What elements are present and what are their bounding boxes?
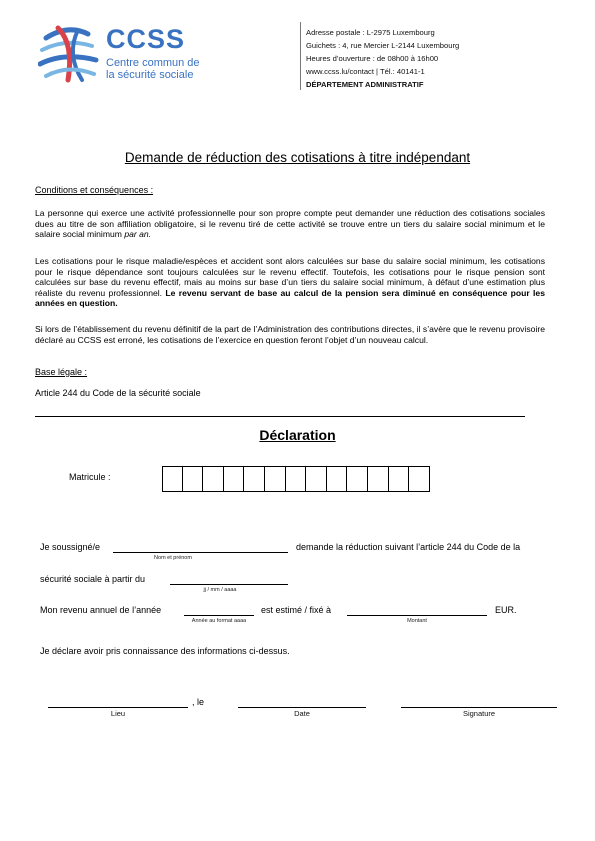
section-divider (35, 416, 525, 417)
header-contact-info (306, 26, 459, 91)
logo-subtitle-line1: Centre commun de (106, 57, 200, 69)
amount-field[interactable] (347, 615, 487, 616)
declaration-title: Déclaration (259, 427, 336, 443)
logo-subtitle-line2: la sécurité sociale (106, 69, 194, 81)
matricule-input[interactable] (162, 466, 430, 492)
matricule-digit-box[interactable] (368, 466, 389, 492)
currency-label: EUR. (495, 605, 517, 615)
matricule-digit-box[interactable] (162, 466, 183, 492)
header-counters: Guichets : 4, rue Mercier L-2144 Luxembourg (306, 41, 460, 50)
start-date-field[interactable] (170, 584, 288, 585)
place-field[interactable] (48, 707, 188, 708)
matricule-digit-box[interactable] (203, 466, 224, 492)
name-field[interactable] (113, 552, 288, 553)
header-department: DÉPARTEMENT ADMINISTRATIF (306, 80, 424, 89)
conditions-paragraph-1 (35, 208, 545, 240)
place-caption: Lieu (110, 709, 126, 718)
header-contact[interactable]: www.ccss.lu/contact | Tél.: 40141-1 (306, 67, 425, 76)
signature-caption: Signature (462, 709, 496, 718)
conditions-p2-bold: Le revenu servant de base au calcul de la pension sera diminué en conséquence pour les années en question. (35, 287, 545, 308)
revenue-year-field[interactable] (184, 615, 254, 616)
header-hours: Heures d’ouverture : de 08h00 à 16h00 (306, 54, 439, 63)
logo-name: CCSS (106, 24, 186, 54)
date-field[interactable] (238, 707, 366, 708)
conditions-p2-text: Les cotisations pour le risque maladie/espèces et accident sont alors calculées sur base du salaire social minimum, les cotisations pour le risque dépendance sont toujours calculées sur le revenu effectif. Toutefois, les cotisations pour le risque pension sont calculées sur base du revenu effectif, mais au moins sur base d’un tiers du salaire social minimum, à défaut d’une estimation plus réaliste du revenu professionnel. (35, 256, 545, 298)
matricule-digit-box[interactable] (327, 466, 348, 492)
conditions-paragraph-3: Si lors de l’établissement du revenu définitif de la part de l’Administration des contributions directes, il s’avère que le revenu provisoire déclaré au CCSS est erroné, les cotisations de l’exercice en question feront l’objet d’un nouveau calcul. (35, 324, 545, 345)
request-text: demande la réduction suivant l’article 244 du Code de la (296, 542, 521, 552)
name-field-caption: Nom et prénom (154, 555, 192, 561)
matricule-label: Matricule : (69, 472, 111, 482)
conditions-p1-text: La personne qui exerce une activité professionnelle pour son propre compte peut demander une réduction des cotisations sociales dues au titre de son affiliation obligatoire, si le revenu tiré de cette activité se trouve entre un tiers du salaire social minimum et le salaire social minimum (35, 208, 545, 239)
signature-field[interactable] (401, 707, 557, 708)
estimated-label: est estimé / fixé à (261, 605, 332, 615)
conditions-paragraph-2 (35, 256, 545, 309)
legal-heading: Base légale : (35, 367, 88, 377)
start-date-label: sécurité sociale à partir du (40, 574, 146, 584)
matricule-digit-box[interactable] (286, 466, 307, 492)
page-title: Demande de réduction des cotisations à titre indépendant (124, 150, 471, 165)
soussigne-label: Je soussigné/e (40, 542, 101, 552)
revenue-year-label: Mon revenu annuel de l’année (40, 605, 162, 615)
date-caption: Date (294, 709, 310, 718)
matricule-digit-box[interactable] (347, 466, 368, 492)
legal-text: Article 244 du Code de la sécurité sociale (35, 388, 201, 398)
conditions-p1-italic: par an. (124, 229, 152, 239)
start-date-caption: jj / mm / aaaa (203, 587, 237, 593)
ccss-emblem-icon (38, 24, 100, 86)
matricule-digit-box[interactable] (224, 466, 245, 492)
header-address: Adresse postale : L-2975 Luxembourg (306, 28, 435, 37)
date-prefix: , le (192, 697, 205, 707)
matricule-digit-box[interactable] (265, 466, 286, 492)
revenue-year-caption: Année au format aaaa (191, 618, 247, 624)
header-divider (300, 22, 301, 90)
ccss-logo (38, 22, 208, 86)
matricule-digit-box[interactable] (244, 466, 265, 492)
matricule-digit-box[interactable] (389, 466, 410, 492)
matricule-digit-box[interactable] (409, 466, 430, 492)
matricule-digit-box[interactable] (183, 466, 204, 492)
amount-caption: Montant (407, 618, 427, 624)
conditions-heading: Conditions et conséquences : (35, 185, 154, 195)
acknowledgement-text: Je déclare avoir pris connaissance des informations ci-dessus. (40, 646, 290, 656)
logo-subtitle (106, 57, 200, 81)
matricule-digit-box[interactable] (306, 466, 327, 492)
